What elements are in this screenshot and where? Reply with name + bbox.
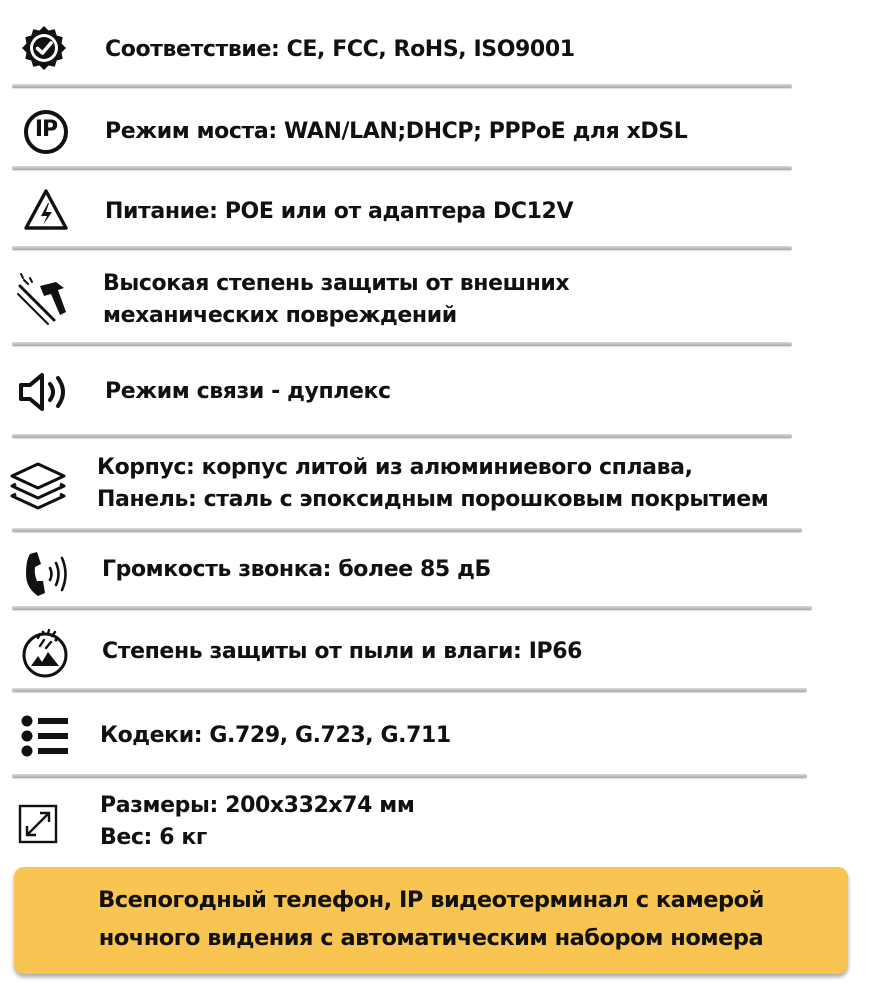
feature-text: Высокая степень защиты от внешних bbox=[103, 271, 570, 296]
separator bbox=[12, 342, 792, 346]
feature-text: Корпус: корпус литой из алюминиевого сплава, bbox=[97, 455, 693, 480]
high-voltage-icon bbox=[22, 186, 70, 234]
separator bbox=[12, 688, 807, 692]
separator bbox=[12, 606, 812, 610]
feature-text: Громкость звонка: более 85 дБ bbox=[102, 557, 491, 582]
separator bbox=[12, 246, 792, 250]
separator bbox=[12, 434, 792, 438]
separator bbox=[12, 774, 807, 778]
list-icon bbox=[18, 712, 72, 760]
splash-protection-icon bbox=[18, 626, 72, 680]
ip-icon bbox=[22, 108, 70, 156]
layers-icon bbox=[8, 458, 68, 510]
feature-text: Вес: 6 кг bbox=[100, 825, 207, 850]
certified-badge-icon bbox=[20, 24, 68, 72]
product-summary-banner bbox=[14, 867, 848, 974]
ip-icon-label: IP bbox=[34, 117, 58, 142]
feature-text: Степень защиты от пыли и влаги: IP66 bbox=[102, 639, 583, 664]
separator bbox=[12, 166, 792, 170]
banner-line: Всепогодный телефон, IP видеотерминал с камерой bbox=[98, 887, 764, 913]
feature-text: Размеры: 200x332x74 мм bbox=[100, 793, 415, 818]
hammer-impact-icon bbox=[14, 272, 72, 330]
expand-arrows-icon bbox=[18, 804, 58, 844]
banner-line: ночного видения с автоматическим набором номера bbox=[98, 925, 764, 951]
feature-text: Режим моста: WAN/LAN;DHCP; PPPoE для xDSL bbox=[105, 119, 688, 144]
separator bbox=[12, 528, 802, 532]
feature-text: Кодеки: G.729, G.723, G.711 bbox=[100, 723, 451, 748]
separator bbox=[12, 84, 792, 88]
feature-text: Соответствие: CE, FCC, RoHS, ISO9001 bbox=[105, 37, 575, 62]
feature-text: Питание: POE или от адаптера DC12V bbox=[105, 199, 574, 224]
feature-text: Режим связи - дуплекс bbox=[105, 379, 391, 404]
speaker-icon bbox=[16, 368, 76, 416]
phone-ringing-icon bbox=[20, 548, 76, 600]
feature-text: механических повреждений bbox=[103, 303, 457, 328]
feature-text: Панель: сталь с эпоксидным порошковым покрытием bbox=[97, 487, 769, 512]
